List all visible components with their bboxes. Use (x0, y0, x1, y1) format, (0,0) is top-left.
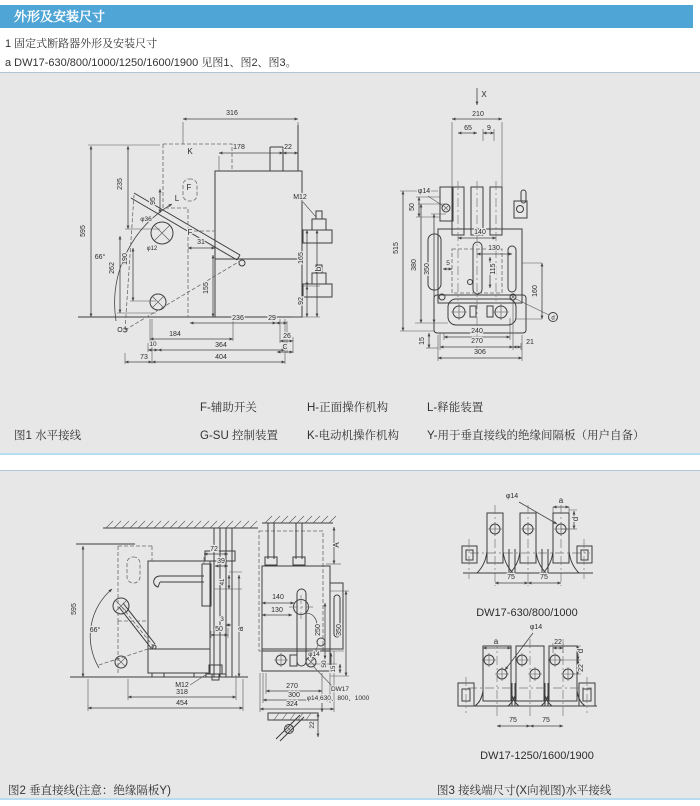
dim-label: 115 (490, 263, 497, 275)
dim-label: 26 (283, 333, 291, 340)
dim-label: 75 (509, 717, 517, 724)
dim-label: M12 (175, 682, 189, 689)
dim-label: 15 (419, 337, 426, 345)
dim-label: 130 (271, 607, 283, 614)
intro-line-1: 1 固定式断路器外形及安装尺寸 (5, 38, 158, 50)
dim-label: φ12 (146, 246, 158, 252)
legend-item: F-辅助开关 (200, 402, 257, 414)
dim-label: φ14 (529, 624, 543, 631)
dim-label: 190 (122, 253, 129, 265)
fig1-side-view (78, 119, 332, 364)
dim-label: 595 (71, 603, 78, 615)
dim-label: K (187, 147, 193, 156)
dim-label: X (481, 90, 487, 99)
legend-item: H-正面操作机构 (307, 402, 389, 414)
dim-label: 262 (109, 262, 116, 274)
dim-label: φ14 (417, 188, 431, 195)
dim-label: d (571, 516, 580, 522)
dim-label: 160 (532, 285, 539, 297)
dim-label: 31 (197, 239, 205, 246)
dim-label: 184 (169, 331, 181, 338)
dim-label: 350 (424, 263, 431, 275)
dim-label: 270 (286, 683, 298, 690)
dim-label: 50 (215, 626, 223, 633)
intro-text (5, 35, 297, 73)
dim-label: 364 (215, 342, 227, 349)
dim-label: 140 (474, 229, 486, 236)
dim-label: φ14 (308, 651, 320, 658)
figure2-caption: 图2 垂直接线(注意：绝缘隔板Y) (8, 785, 171, 797)
figure2-3-drawing (0, 471, 700, 800)
dim-label: d (551, 315, 555, 322)
dim-label: 22 (554, 639, 562, 646)
dim-label: 404 (215, 354, 227, 361)
dim-label: d (576, 648, 585, 654)
dim-label: φ14 (505, 493, 519, 500)
dim-label: 66° (89, 627, 101, 634)
dim-label: 73 (140, 354, 148, 361)
dim-label: C (282, 344, 288, 351)
dim-label: φ36 (140, 216, 152, 223)
fig3-bottom-view (458, 633, 597, 726)
dim-label: 140 (272, 594, 284, 601)
legend-item: K-电动机操作机构 (307, 430, 399, 442)
dim-label: DW17 (330, 686, 350, 693)
dim-label: 50 (321, 660, 328, 668)
dim-label: 454 (176, 700, 188, 707)
dim-label: 65 (464, 125, 472, 132)
dim-label: 235 (117, 178, 124, 190)
dim-label: a (236, 626, 245, 632)
dim-label: 72 (210, 546, 218, 553)
dim-label: 50 (409, 203, 416, 211)
figure2-3-panel (0, 470, 700, 800)
intro-line-2: a DW17-630/800/1000/1250/1600/1900 见图1、图2、图3。 (5, 57, 297, 69)
dim-label: 250 (315, 624, 322, 636)
figure3-caption: 图3 接线端尺寸(X向视图)水平接线 (437, 785, 612, 797)
fig3-top-view (462, 502, 593, 586)
dim-label: b (314, 266, 323, 272)
dim-label: 240 (471, 328, 483, 335)
legend-item: G-SU 控制装置 (200, 430, 278, 442)
dim-label: 155 (203, 282, 210, 294)
dim-label: A (332, 542, 341, 548)
legend-item: L-释能装置 (427, 402, 484, 414)
dim-label: 318 (176, 689, 188, 696)
model-caption: DW17-1250/1600/1900 (480, 750, 594, 762)
dim-label: 306 (474, 349, 486, 356)
dim-label: 75 (540, 574, 548, 581)
dim-label: φ14 630、800、1000 (306, 695, 370, 702)
dim-label: 75 (507, 574, 515, 581)
dim-label: M12 (293, 194, 307, 201)
dim-label: 165 (298, 252, 305, 264)
dim-label: 92 (298, 297, 305, 305)
dim-label: 22 (578, 664, 585, 672)
dim-label: 10 (149, 341, 157, 348)
dim-label: 515 (393, 242, 400, 254)
dim-label: 3 (220, 616, 224, 623)
fig2-side-view (70, 521, 258, 711)
dim-label: 595 (80, 225, 87, 237)
dim-label: 66° (94, 254, 106, 261)
dim-label: 300 (288, 692, 300, 699)
dim-label: 95 (150, 197, 157, 205)
dim-label: F (186, 183, 192, 192)
dim-label: L (174, 194, 180, 203)
dim-label: a (493, 637, 499, 646)
dim-label: 75 (542, 717, 550, 724)
section-header-bar (0, 5, 693, 28)
dim-label: 15 (331, 665, 337, 673)
dim-label: O (117, 327, 123, 334)
dim-label: 236 (232, 315, 244, 322)
dim-label: F (187, 228, 193, 237)
dim-label: 270 (471, 338, 483, 345)
dim-label: 324 (286, 701, 298, 708)
fig1-front-view (400, 88, 558, 361)
dim-label: 210 (472, 111, 484, 118)
dim-label: 178 (233, 144, 245, 151)
dim-label: 9 (487, 125, 491, 132)
dim-label: 22 (309, 721, 316, 729)
dim-label: 22 (284, 144, 292, 151)
figure1-panel (0, 72, 700, 455)
figure1-caption: 图1 水平接线 (14, 430, 82, 442)
dim-label: 5 (446, 260, 450, 267)
dim-label: 39 (217, 558, 225, 565)
dim-label: 380 (411, 259, 418, 271)
dim-label: 350 (336, 624, 343, 636)
dim-label: 316 (226, 110, 238, 117)
dim-label: 29 (268, 315, 276, 322)
model-caption: DW17-630/800/1000 (476, 607, 578, 619)
section-title: 外形及安装尺寸 (14, 9, 106, 24)
legend-item: Y-用于垂直接线的绝缘间隔板（用户自备） (427, 430, 645, 442)
dim-label: 130 (488, 245, 500, 252)
dim-label: 21 (526, 339, 534, 346)
dim-label: 41 (220, 578, 226, 586)
dim-label: a (558, 496, 564, 505)
figure1-drawing (0, 73, 700, 455)
